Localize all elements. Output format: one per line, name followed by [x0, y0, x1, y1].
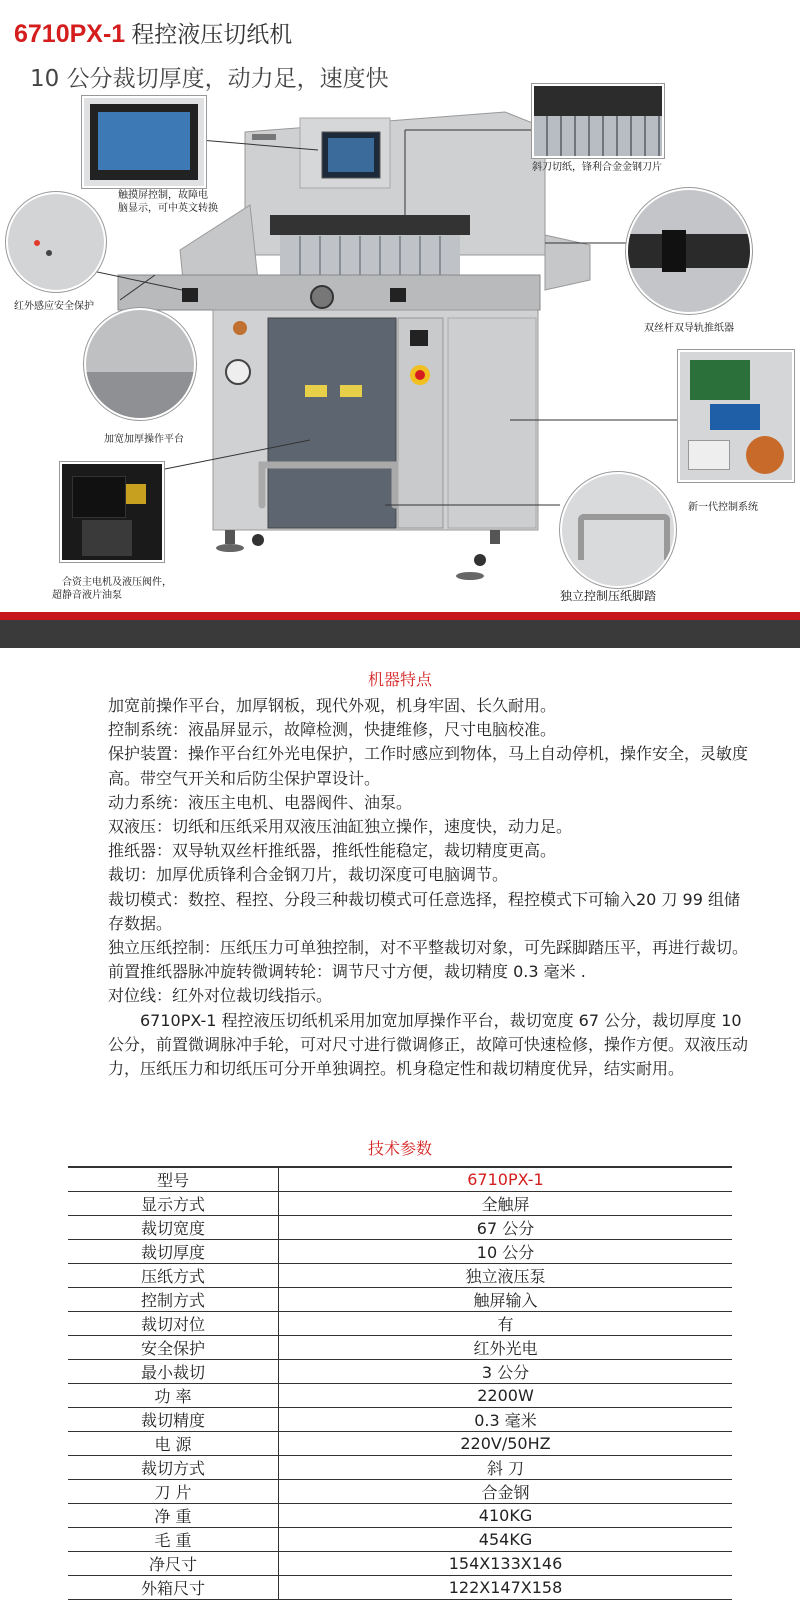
spec-key: 功 率	[68, 1384, 279, 1408]
spec-key: 裁切对位	[68, 1312, 279, 1336]
callout-touchscreen	[118, 189, 218, 215]
feature-item: 保护装置：操作平台红外光电保护，工作时感应到物体，马上自动停机，操作安全，灵敏度高。带空气开关和后防尘保护罩设计。	[108, 744, 749, 788]
spec-key: 控制方式	[68, 1288, 279, 1312]
spec-key: 刀 片	[68, 1480, 279, 1504]
spec-value: 全触屏	[279, 1192, 733, 1216]
spec-value: 有	[279, 1312, 733, 1336]
spec-key: 裁切宽度	[68, 1216, 279, 1240]
table-row	[68, 1167, 732, 1192]
features-text	[108, 694, 748, 1081]
motor-inset	[60, 462, 164, 562]
spec-key: 压纸方式	[68, 1264, 279, 1288]
callout-line: 超静音液片油泵	[52, 590, 122, 601]
table-row	[68, 1528, 732, 1552]
table-row	[68, 1192, 732, 1216]
table-row	[68, 1240, 732, 1264]
spec-value: 合金钢	[279, 1480, 733, 1504]
spec-value: 触屏输入	[279, 1288, 733, 1312]
product-hero	[0, 0, 800, 612]
pusher-inset	[626, 188, 752, 314]
divider-red	[0, 612, 800, 620]
callout-blade: 斜刀切纸，锋利合金金钢刀片	[532, 162, 662, 173]
spec-value: 斜 刀	[279, 1456, 733, 1480]
feature-item: 双液压：切纸和压纸采用双液压油缸独立操作，速度快，动力足。	[108, 817, 573, 837]
spec-key: 电 源	[68, 1432, 279, 1456]
feature-item: 裁切：加厚优质锋利合金钢刀片，裁切深度可电脑调节。	[108, 865, 509, 885]
table-row	[68, 1432, 732, 1456]
model-number: 6710PX-1	[14, 20, 126, 48]
callout-platform: 加宽加厚操作平台	[104, 434, 184, 445]
feature-item: 前置推纸器脉冲旋转微调转轮：调节尺寸方便，裁切精度 0.3 毫米 .	[108, 962, 586, 982]
spec-value: 10 公分	[279, 1240, 733, 1264]
spec-key: 裁切方式	[68, 1456, 279, 1480]
spec-key: 裁切精度	[68, 1408, 279, 1432]
callout-control: 新一代控制系统	[688, 502, 758, 513]
spec-value: 独立液压泵	[279, 1264, 733, 1288]
feature-item: 控制系统：液晶屏显示，故障检测，快捷维修，尺寸电脑校准。	[108, 720, 557, 740]
spec-key: 毛 重	[68, 1528, 279, 1552]
spec-value: 122X147X158	[279, 1576, 733, 1600]
spec-key: 净 重	[68, 1504, 279, 1528]
feature-item: 动力系统：液压主电机、电器阀件、油泵。	[108, 792, 413, 812]
spec-value: 红外光电	[279, 1336, 733, 1360]
feature-item: 推纸器：双导轨双丝杆推纸器，推纸性能稳定，裁切精度更高。	[108, 841, 557, 861]
callout-line: 脑显示，可中英文转换	[118, 203, 218, 214]
spec-key: 型号	[68, 1167, 279, 1192]
spec-value: 154X133X146	[279, 1552, 733, 1576]
spec-value: 454KG	[279, 1528, 733, 1552]
table-row	[68, 1408, 732, 1432]
table-row	[68, 1456, 732, 1480]
divider-dark	[0, 620, 800, 648]
callout-line: 合资主电机及液压阀件，	[62, 577, 172, 588]
table-row	[68, 1216, 732, 1240]
features-title: 机器特点	[367, 670, 432, 689]
specs-title: 技术参数	[367, 1139, 432, 1158]
control-system-inset	[678, 350, 794, 482]
spec-value: 410KG	[279, 1504, 733, 1528]
product-subtitle: 10 公分裁切厚度，动力足，速度快	[30, 66, 389, 92]
table-row	[68, 1384, 732, 1408]
spec-value: 220V/50HZ	[279, 1432, 733, 1456]
table-row	[68, 1360, 732, 1384]
table-row	[68, 1504, 732, 1528]
feature-summary: 6710PX-1 程控液压切纸机采用加宽加厚操作平台，裁切宽度 67 公分，裁切厚度 10 公分，前置微调脉冲手轮，可对尺寸进行微调修正，故障可快速检修，操作方便。双液压动力，压纸压力和切纸压可分开单独调控。机身稳定性和裁切精度优异，结实耐用。	[108, 1010, 749, 1079]
callout-pedal: 独立控制压纸脚踏	[560, 589, 657, 603]
spec-key: 净尺寸	[68, 1552, 279, 1576]
spec-key: 显示方式	[68, 1192, 279, 1216]
touchscreen-inset	[82, 96, 206, 188]
spec-key: 最小裁切	[68, 1360, 279, 1384]
spec-key: 裁切厚度	[68, 1240, 279, 1264]
callout-motor	[52, 576, 172, 602]
spec-value: 67 公分	[279, 1216, 733, 1240]
spec-value: 0.3 毫米	[279, 1408, 733, 1432]
spec-key: 安全保护	[68, 1336, 279, 1360]
table-row	[68, 1576, 732, 1600]
feature-item: 对位线：红外对位裁切线指示。	[108, 986, 333, 1006]
table-row	[68, 1264, 732, 1288]
table-row	[68, 1480, 732, 1504]
table-row	[68, 1552, 732, 1576]
callout-infrared: 红外感应安全保护	[14, 301, 94, 312]
feature-item: 加宽前操作平台，加厚钢板，现代外观，机身牢固、长久耐用。	[108, 696, 557, 715]
spec-table	[68, 1166, 732, 1600]
spec-value: 6710PX-1	[279, 1167, 733, 1192]
platform-inset	[84, 308, 196, 420]
callout-line: 触摸屏控制，故障电	[118, 190, 208, 201]
table-row	[68, 1336, 732, 1360]
feature-item: 裁切模式：数控、程控、分段三种裁切模式可任意选择，程控模式下可输入20 刀 99 组储存数据。	[108, 889, 740, 933]
product-name: 程控液压切纸机	[131, 22, 293, 48]
table-row	[68, 1288, 732, 1312]
spec-value: 2200W	[279, 1384, 733, 1408]
spec-value: 3 公分	[279, 1360, 733, 1384]
infrared-inset	[6, 192, 106, 292]
pedal-inset	[560, 472, 676, 588]
blade-inset	[532, 84, 664, 158]
table-row	[68, 1312, 732, 1336]
callout-pusher: 双丝杆双导轨推纸器	[644, 323, 734, 334]
spec-key: 外箱尺寸	[68, 1576, 279, 1600]
feature-item: 独立压纸控制：压纸压力可单独控制，对不平整裁切对象，可先踩脚踏压平，再进行裁切。	[108, 938, 749, 958]
